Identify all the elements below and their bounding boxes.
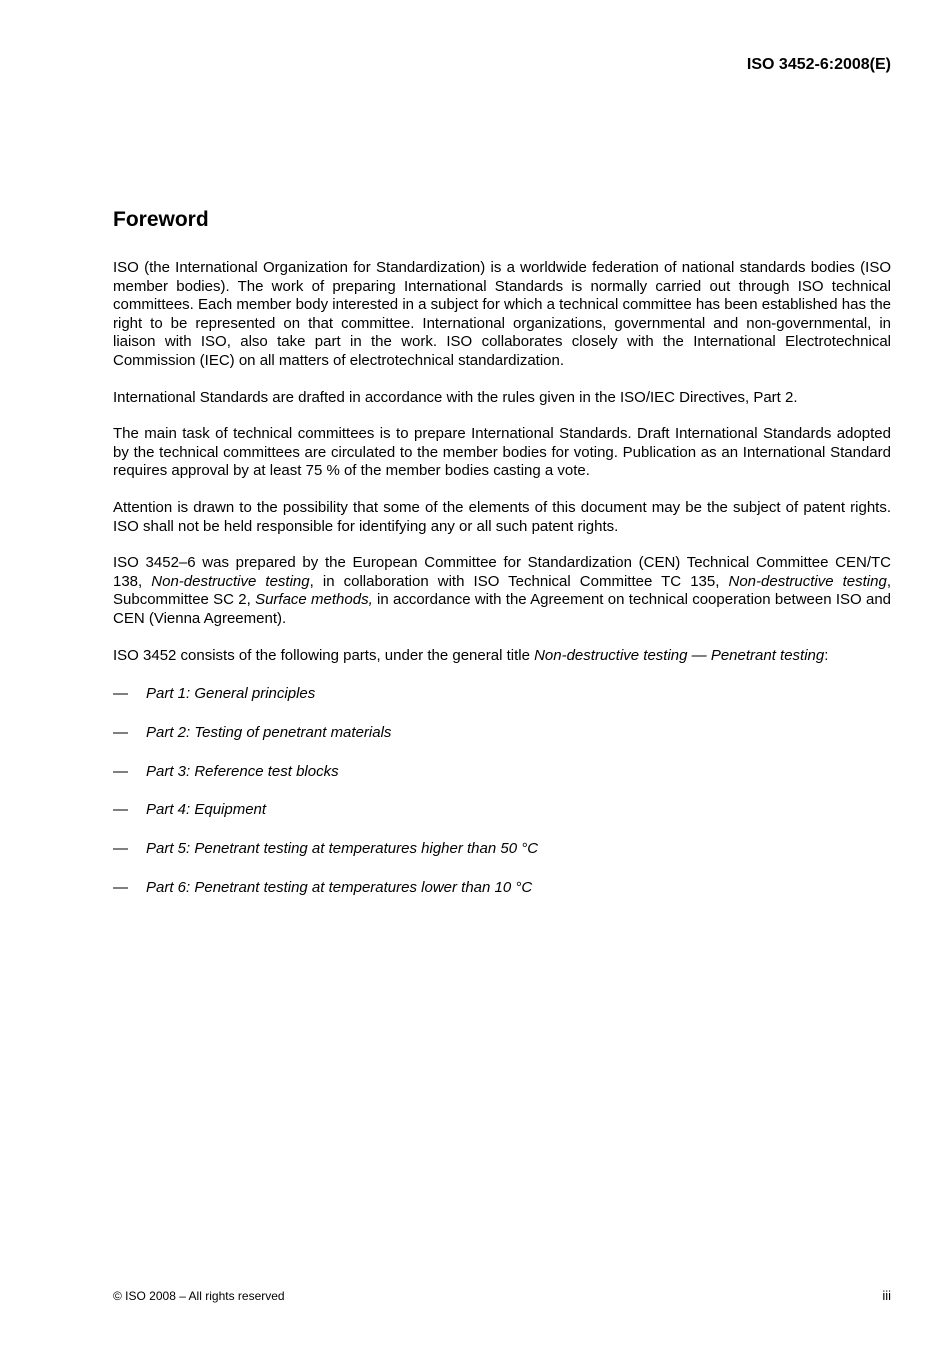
page-title: Foreword [113, 208, 209, 231]
paragraph-patent-rights: Attention is drawn to the possibility that some of the elements of this document may be the subject of patent rights. ISO shall not be held responsible for identifying any or all such patent rights. [113, 498, 891, 535]
list-item: — Part 4: Equipment [113, 801, 267, 819]
parts-list [113, 685, 891, 898]
paragraph-directives: International Standards are drafted in accordance with the rules given in the ISO/IEC Directives, Part 2. [113, 388, 798, 406]
list-dash: — [113, 762, 128, 780]
paragraph-parts-intro: ISO 3452 consists of the following parts, under the general title Non-destructive testing — Penetrant testing: [113, 646, 829, 664]
list-dash: — [113, 840, 128, 858]
document-identifier: ISO 3452-6:2008(E) [746, 56, 891, 73]
paragraph-technical-committees: The main task of technical committees is to prepare International Standards. Draft International Standards adopted by the technical committees are circulated to the member bodies for voting. Publication as an International Standard requires approval by at least 75 % of the member bodies casting a vote. [113, 425, 891, 480]
foreword-body [113, 259, 891, 918]
copyright-notice: © ISO 2008 – All rights reserved [113, 1289, 285, 1303]
list-item: — Part 2: Testing of penetrant materials [113, 723, 392, 741]
list-item: — Part 6: Penetrant testing at temperatures lower than 10 °C [113, 879, 533, 896]
list-dash: — [113, 723, 128, 741]
list-dash: — [113, 685, 128, 703]
list-dash: — [113, 879, 128, 896]
list-item: — Part 5: Penetrant testing at temperatures higher than 50 °C [113, 840, 539, 858]
list-dash: — [113, 801, 128, 819]
list-item: — Part 3: Reference test blocks [113, 762, 339, 780]
page-number: iii [882, 1288, 891, 1303]
paragraph-iso-description: ISO (the International Organization for Standardization) is a worldwide federation of national standards bodies (ISO member bodies). The work of preparing International Standards is normally carried out through ISO technical committees. Each member body interested in a subject for which a technical committee has been established has the right to be represented on that committee. International organizations, governmental and non-governmental, in liaison with ISO, also take part in the work. ISO collaborates closely with the International Electrotechnical Commission (IEC) on all matters of electrotechnical standardization. [113, 259, 891, 369]
paragraph-preparation: ISO 3452–6 was prepared by the European Committee for Standardization (CEN) Technical Committee CEN/TC 138, Non-destructive testing, in collaboration with ISO Technical Committee TC 135, Non-destructive testing, Subcommittee SC 2, Surface methods, in accordance with the Agreement on technical cooperation between ISO and CEN (Vienna Agreement). [113, 554, 892, 627]
list-item: — Part 1: General principles [113, 685, 316, 703]
